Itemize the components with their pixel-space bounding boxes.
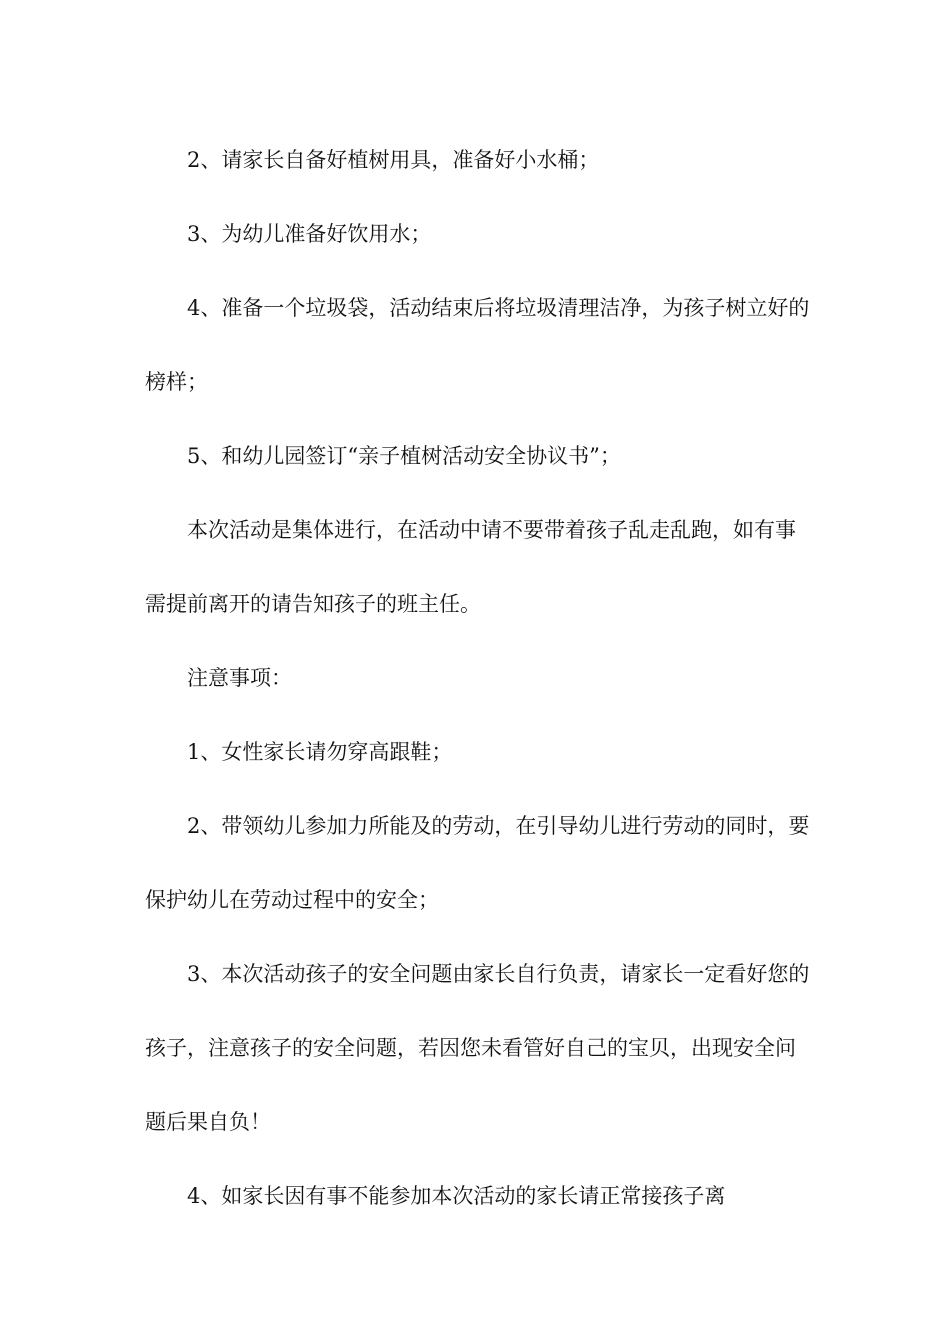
paragraph-prep-tools: 2、请家长自备好植树用具，准备好小水桶； <box>187 148 600 172</box>
paragraph-prep-trash-bag: 4、准备一个垃圾袋，活动结束后将垃圾清理洁净，为孩子树立好的榜样； <box>145 296 810 394</box>
paragraph-note-labor: 2、带领幼儿参加力所能及的劳动，在引导幼儿进行劳动的同时，要保护幼儿在劳动过程中的安全； <box>145 814 810 912</box>
paragraph-group-activity: 本次活动是集体进行，在活动中请不要带着孩子乱走乱跑，如有事需提前离开的请告知孩子的班主任。 <box>145 518 796 616</box>
paragraph-note-responsibility: 3、本次活动孩子的安全问题由家长自行负责，请家长一定看好您的孩子，注意孩子的安全问题，若因您未看管好自己的宝贝，出现安全问题后果自负！ <box>145 962 810 1134</box>
document-body <box>145 123 810 1233</box>
paragraph-note-shoes: 1、女性家长请勿穿高跟鞋； <box>187 740 453 764</box>
paragraph-note-absence: 4、如家长因有事不能参加本次活动的家长请正常接孩子离 <box>187 1184 726 1208</box>
heading-notes: 注意事项： <box>187 666 292 690</box>
paragraph-prep-water: 3、为幼儿准备好饮用水； <box>187 222 432 246</box>
paragraph-safety-agreement: 5、和幼儿园签订“亲子植树活动安全协议书”； <box>187 444 621 468</box>
